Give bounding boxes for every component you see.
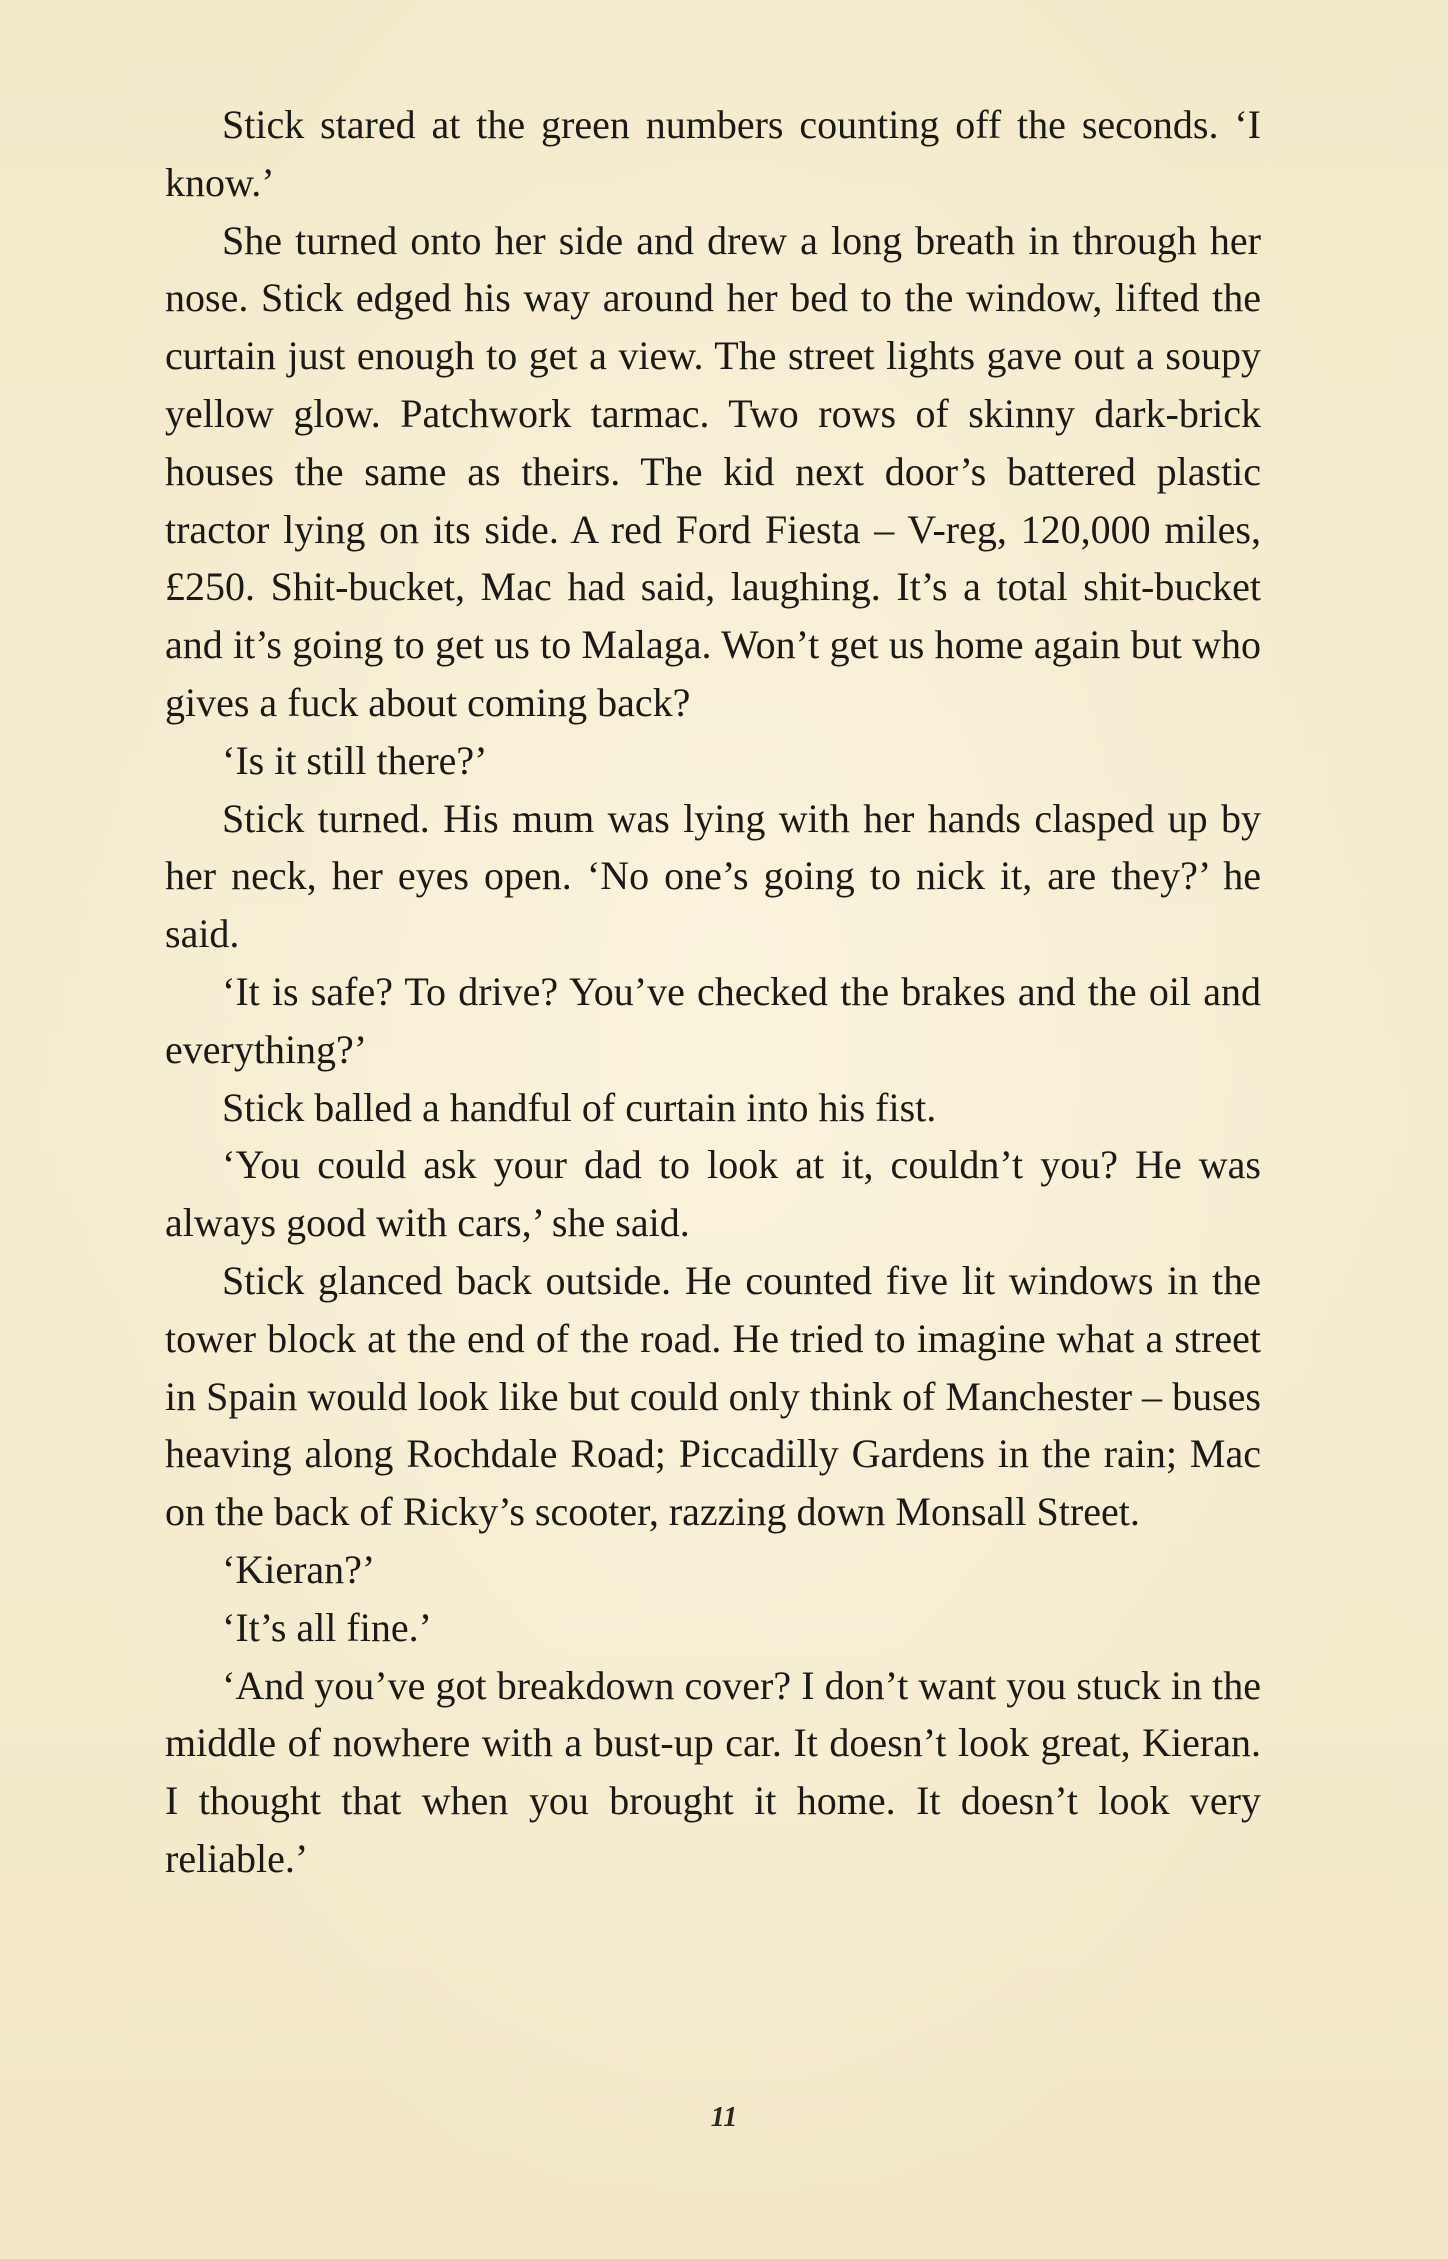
paragraph: ‘Kieran?’ bbox=[222, 1546, 376, 1592]
paragraph: Stick stared at the green numbers counting off the seconds. ‘I know.’ bbox=[165, 102, 1261, 205]
paragraph: She turned onto her side and drew a long breath in through her nose. Stick edged his way around her bed to the window, lifted the curtain just enough to get a view. The street lights gave out a soupy yellow glow. Patchwork tarmac. Two rows of skinny dark-brick houses the same as theirs. The kid next door’s battered plastic tractor lying on its side. A red Ford Fiesta – V-reg, 120,000 miles, £250. Shit-bucket, Mac had said, laughing. It’s a total shit-bucket and it’s going to get us to Malaga. Won’t get us home again but who gives a fuck about coming back? bbox=[165, 217, 1261, 725]
paragraph: Stick turned. His mum was lying with her hands clasped up by her neck, her eyes open. ‘No one’s going to nick it, are they?’ he said. bbox=[165, 795, 1261, 957]
paragraph: Stick glanced back outside. He counted five lit windows in the tower block at the end of the road. He tried to imagine what a street in Spain would look like but could only think of Manchester – buses heaving along Rochdale Road; Piccadilly Gardens in the rain; Mac on the back of Ricky’s scooter, razzing down Monsall Street. bbox=[165, 1257, 1261, 1535]
page-number: 11 bbox=[710, 2102, 738, 2133]
body-text bbox=[165, 96, 1261, 1888]
paragraph: ‘And you’ve got breakdown cover? I don’t want you stuck in the middle of nowhere with a bust-up car. It doesn’t look great, Kieran. I thought that when you brought it home. It doesn’t look very reliable.’ bbox=[165, 1662, 1261, 1881]
paragraph: Stick balled a handful of curtain into his fist. bbox=[222, 1084, 937, 1130]
paragraph: ‘It’s all fine.’ bbox=[222, 1604, 432, 1650]
paragraph: ‘It is safe? To drive? You’ve checked the brakes and the oil and everything?’ bbox=[165, 968, 1261, 1072]
paragraph: ‘Is it still there?’ bbox=[222, 737, 488, 783]
paragraph: ‘You could ask your dad to look at it, couldn’t you? He was always good with cars,’ she said. bbox=[165, 1142, 1261, 1246]
